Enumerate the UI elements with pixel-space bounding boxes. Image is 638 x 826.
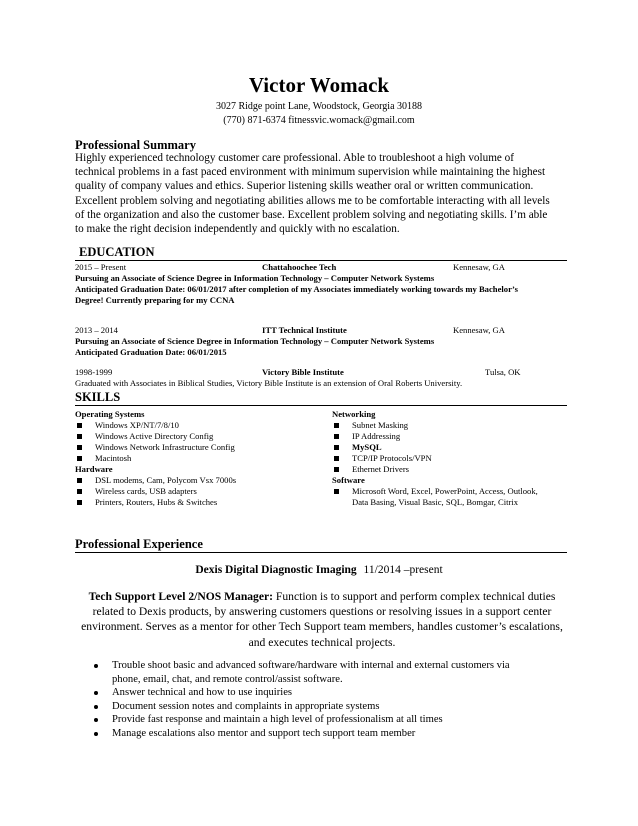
edu-location: Kennesaw, GA xyxy=(453,262,505,272)
edu-location: Kennesaw, GA xyxy=(453,325,505,335)
skills-left-column xyxy=(75,409,325,508)
contact-info: (770) 871-6374 fitnessvic.womack@gmail.com xyxy=(223,115,415,126)
edu-line: Pursuing an Associate of Science Degree in Information Technology – Computer Network Systems xyxy=(75,273,435,283)
responsibility-item: Manage escalations also mentor and support tech support team member xyxy=(90,727,570,741)
networking-heading: Networking xyxy=(332,409,376,419)
role-desc-line: related to Dexis products, by answering customers questions or resolving issues in a support center xyxy=(92,605,552,619)
role-desc-line: and executes technical projects. xyxy=(248,635,396,649)
edu-dates: 1998-1999 xyxy=(75,367,113,377)
skills-heading: SKILLS xyxy=(75,390,121,404)
responsibility-item xyxy=(90,659,570,686)
responsibility-text: Trouble shoot basic and advanced software/hardware with internal and external customers via xyxy=(112,660,510,671)
address: 3027 Ridge point Lane, Woodstock, Georgia 30188 xyxy=(215,101,423,112)
os-heading: Operating Systems xyxy=(75,409,145,419)
responsibility-item: Provide fast response and maintain a high level of professionalism at all times xyxy=(90,713,570,727)
skill-item: Macintosh xyxy=(75,453,325,464)
experience-rule xyxy=(75,552,567,553)
responsibility-item: Document session notes and complaints in appropriate systems xyxy=(90,700,570,714)
summary-line: Excellent problem solving and negotiating abilities allows me to be comfortable interacting with all levels xyxy=(75,194,550,207)
edu-line: Degree! Currently preparing for my CCNA xyxy=(75,295,235,305)
summary-heading: Professional Summary xyxy=(75,138,196,152)
education-rule xyxy=(75,260,567,261)
skill-item: Printers, Routers, Hubs & Switches xyxy=(75,497,325,508)
hardware-heading: Hardware xyxy=(75,464,113,474)
education-heading: EDUCATION xyxy=(79,245,155,259)
skill-item: DSL modems, Cam, Polycom Vsx 7000s xyxy=(75,475,325,486)
edu-line: Anticipated Graduation Date: 06/01/2015 xyxy=(75,347,227,357)
skill-item: Windows Network Infrastructure Config xyxy=(75,442,325,453)
software-line: Data Basing, Visual Basic, SQL, Bomgar, Citrix xyxy=(352,497,519,507)
edu-school: ITT Technical Institute xyxy=(262,325,347,335)
candidate-name: Victor Womack xyxy=(248,73,390,97)
summary-line: quality of company values and ethics. Superior listening skills weather oral or written communication. xyxy=(75,180,534,193)
edu-entry-3-header xyxy=(75,367,565,378)
skill-item: IP Addressing xyxy=(332,431,572,442)
edu-entry-1-details xyxy=(75,273,575,306)
experience-heading: Professional Experience xyxy=(75,537,203,551)
summary-line: to make the right decision independently and quickly with no escalation. xyxy=(75,223,400,236)
edu-entry-1-header xyxy=(75,262,565,273)
software-heading: Software xyxy=(332,475,365,485)
skill-item xyxy=(332,486,572,508)
company-name: Dexis Digital Diagnostic Imaging xyxy=(195,564,357,576)
edu-dates: 2015 – Present xyxy=(75,262,127,272)
role-title: Tech Support Level 2/NOS Manager: xyxy=(88,590,274,603)
role-description xyxy=(75,589,569,650)
skill-item: Windows Active Directory Config xyxy=(75,431,325,442)
edu-entry-3-details xyxy=(75,378,575,389)
summary-line: technical problems in a fast paced environment with minimum supervision while maintaining the highest xyxy=(75,166,546,179)
summary-line: Highly experienced technology customer care professional. Able to troubleshoot a high volume of xyxy=(75,152,514,164)
skill-item: Wireless cards, USB adapters xyxy=(75,486,325,497)
edu-dates: 2013 – 2014 xyxy=(75,325,118,335)
company-line xyxy=(0,564,638,576)
edu-location: Tulsa, OK xyxy=(485,367,521,377)
edu-entry-2-details xyxy=(75,336,575,358)
skill-item: Windows XP/NT/7/8/10 xyxy=(75,420,325,431)
responsibility-item: Answer technical and how to use inquiries xyxy=(90,686,570,700)
employment-dates: 11/2014 –present xyxy=(363,564,443,576)
skills-rule xyxy=(75,405,567,406)
role-desc-line: Function is to support and perform complex technical duties xyxy=(273,590,556,603)
edu-line: Pursuing an Associate of Science Degree in Information Technology – Computer Network Systems xyxy=(75,336,435,346)
skills-right-column xyxy=(332,409,572,508)
software-line: Microsoft Word, Excel, PowerPoint, Access, Outlook, xyxy=(352,486,538,496)
edu-line: Anticipated Graduation Date: 06/01/2017 after completion of my Associates immediately working towards my Bachelor’s xyxy=(75,284,518,294)
edu-school: Chattahoochee Tech xyxy=(262,262,337,272)
edu-line: Graduated with Associates in Biblical Studies, Victory Bible Institute is an extension of Oral Roberts University. xyxy=(75,378,463,388)
skill-item: Subnet Masking xyxy=(332,420,572,431)
summary-line: of the organization and also the customer base. Excellent problem solving and negotiating skills. I’m able xyxy=(75,208,548,221)
skill-item: TCP/IP Protocols/VPN xyxy=(332,453,572,464)
summary-text xyxy=(75,151,575,236)
responsibilities-list xyxy=(90,659,570,741)
responsibility-text: phone, email, chat, and remote control/assist software. xyxy=(112,673,343,685)
skill-item: Ethernet Drivers xyxy=(332,464,572,475)
edu-school: Victory Bible Institute xyxy=(262,367,344,377)
skill-item: MySQL xyxy=(332,442,572,453)
role-desc-line: environment. Serves as a mentor for other Tech Support team members, handles customer’s escalations, xyxy=(81,620,563,634)
edu-entry-2-header xyxy=(75,325,565,336)
